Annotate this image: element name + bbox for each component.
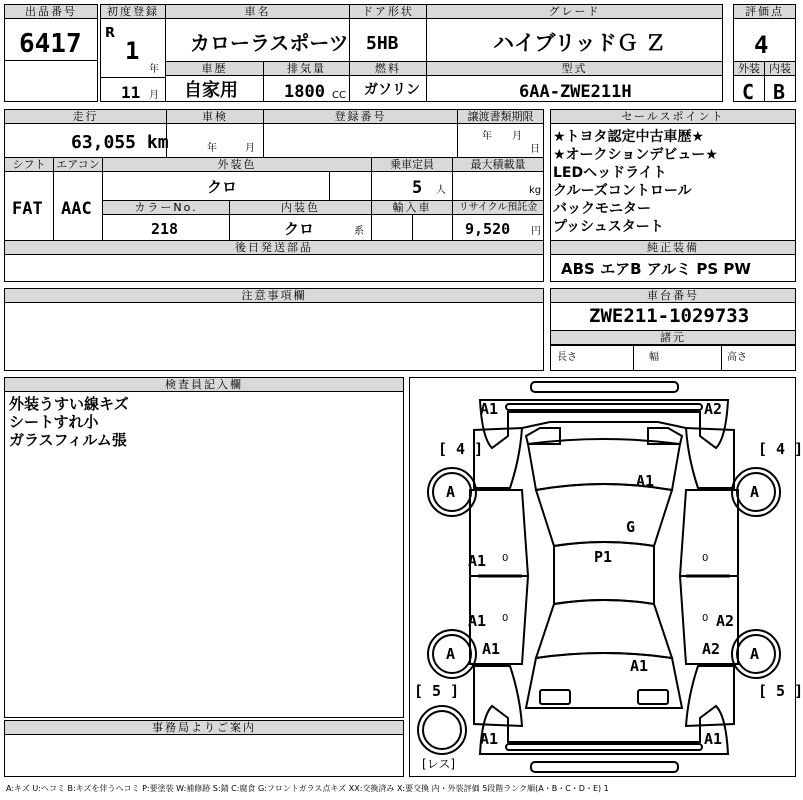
displacement-label: 排気量 [264,62,349,76]
transfer-box [457,109,544,158]
chassis-box [550,288,796,371]
lot-number-box [4,4,98,61]
inspector-note: シートすれ小 [9,413,99,431]
reg-month: 11 [121,83,141,102]
kg-unit: kg [529,185,542,196]
color-no-box [102,200,230,241]
sales-point: クルーズコントロール [553,183,692,199]
tread-fr: [ 4 ] [758,440,803,458]
height-label: 高さ [727,352,747,363]
damage-front-left: A1 [480,400,499,418]
damage-roof: P1 [594,548,613,566]
specs-label: 諸元 [551,330,795,345]
office-box [4,720,404,777]
tread-fl: [ 4 ] [438,440,484,458]
reg-year: 1 [125,37,140,65]
ext-grade: C [742,80,755,104]
mileage-box [4,109,167,158]
car-name-box [165,4,350,62]
damage-rear-right: A1 [704,730,723,748]
ext-color-label: 外装色 [103,158,371,172]
mileage: 63,055 km [71,132,169,153]
damage-hood: A1 [636,472,655,490]
shift-box [4,157,54,241]
later-parts-label: 後日発送部品 [5,241,543,255]
lot-number-label: 出品番号 [5,5,97,19]
int-grade: B [773,80,786,104]
zero-right-front: 0 [702,553,709,564]
damage-windshield: G [626,518,636,536]
std-equip-label: 純正装備 [551,241,795,255]
damage-left-rear-door: A1 [468,612,487,630]
damage-wheel-fl: A [446,483,456,501]
sales-point: プッシュスタート [553,219,664,235]
notes-box [4,288,544,371]
import-label: 輸入車 [372,201,452,215]
ext-grade-box [733,61,765,102]
shift-label: シフト [5,158,53,172]
history: 自家用 [184,80,238,101]
int-color-box [229,200,372,241]
zero-right-rear: 0 [702,613,709,624]
damage-left-rear-fender: A1 [482,640,501,658]
displacement: 1800 [284,82,325,102]
fuel-label: 燃料 [350,62,426,76]
inspector-note: 外装うすい線キズ [9,395,129,413]
chassis-no: ZWE211-1029733 [589,305,750,327]
model-box [426,61,723,102]
transfer-label: 譲渡書類期限 [458,110,543,124]
import-box [371,200,453,241]
std-equip-box [550,240,796,282]
month-unit: 月 [149,90,159,101]
max-load-box [452,157,544,201]
transfer-year-unit: 年 [482,131,492,142]
ext-grade-label: 外装 [734,62,764,76]
door-type: 5HB [366,33,399,54]
lot-extra-box [4,60,98,102]
int-color-unit: 系 [354,226,364,237]
first-reg-box [100,4,166,102]
recycle-label: リサイクル預託金 [453,201,543,215]
yen-unit: 円 [531,226,541,237]
damage-trunk: A1 [630,657,649,675]
car-diagram-box [409,377,803,777]
model-code: 6AA-ZWE211H [519,82,632,102]
tread-rr: [ 5 ] [758,682,803,700]
color-no-label: カラーNo. [103,201,229,215]
chassis-label: 車台番号 [551,289,795,303]
grade-label: グレード [427,5,722,19]
inspection-month-unit: 月 [245,143,255,154]
transfer-day-unit: 日 [530,144,540,155]
sales-points-box [550,109,796,241]
damage-wheel-fr: A [750,483,760,501]
damage-rear-left: A1 [480,730,499,748]
capacity: 5 [412,178,423,198]
capacity-box [371,157,453,201]
length-label: 長さ [557,352,577,363]
reg-no-label: 登録番号 [264,110,457,124]
int-color-label: 内装色 [230,201,371,215]
int-grade-box [764,61,796,102]
year-unit: 年 [149,64,159,75]
grade-box [426,4,723,62]
model-label: 型式 [427,62,722,76]
int-grade-label: 内装 [765,62,795,76]
ext-color: クロ [207,178,238,196]
car-name: カローラスポーツ [190,31,349,55]
ac: AAC [61,199,92,219]
width-label: 幅 [649,352,659,363]
ac-label: エアコン [54,158,102,172]
inspection-label: 車検 [167,110,263,124]
damage-legend: A:キズ U:ヘコミ B:キズを伴うヘコミ P:要塗装 W:補修跡 S:錆 C:腐食 G:フロントガラス点キズ XX:交換済み X:要交換 内・外装評価 5段階ランク順(A・B・C・D・E) 1 [6,784,609,793]
ext-color-box [102,157,372,201]
later-parts-box [4,240,544,282]
history-label: 車歴 [166,62,263,76]
inspector-note: ガラスフィルム張 [9,431,127,449]
displacement-box [263,61,350,102]
inspection-year-unit: 年 [207,143,217,154]
transfer-month-unit: 月 [512,131,522,142]
ac-box [53,157,103,241]
door-box [349,4,427,62]
score-label: 評価点 [734,5,795,19]
inspector-box [4,377,404,718]
car-outline-diagram [410,378,795,776]
shift: FAT [12,199,43,219]
recycle-box [452,200,544,241]
era-text: R [105,26,116,41]
sales-point: LEDヘッドライト [553,165,667,181]
zero-left-rear: 0 [502,613,509,624]
zero-left-front: 0 [502,553,509,564]
int-color: クロ [284,220,315,238]
sales-point: バックモニター [553,201,651,217]
damage-right-rear-door: A2 [716,612,735,630]
fuel: ガソリン [364,82,420,98]
inspection-box [166,109,264,158]
grade: ハイブリッドＧ Ｚ [493,31,667,55]
damage-wheel-rr: A [750,645,760,663]
door-label: ドア形状 [350,5,426,19]
office-label: 事務局よりご案内 [5,721,403,735]
lot-number: 6417 [19,29,82,59]
sales-point: ★オークションデビュー★ [553,147,718,163]
sales-point: ★トヨタ認定中古車歴★ [553,129,705,145]
recycle: 9,520 [465,220,511,238]
sales-points-label: セールスポイント [551,110,795,124]
reg-no-box [263,109,458,158]
mileage-label: 走行 [5,110,166,124]
damage-right-rear-fender: A2 [702,640,721,658]
history-box [165,61,264,102]
inspector-label: 検査員記入欄 [5,378,403,392]
person-unit: 人 [436,185,446,196]
car-name-label: 車名 [166,5,349,19]
damage-wheel-rl: A [446,645,456,663]
max-load-label: 最大積載量 [453,158,543,172]
fuel-box [349,61,427,102]
tread-rl: [ 5 ] [414,682,460,700]
damage-left-front-door: A1 [468,552,487,570]
damage-front-right: A2 [704,400,723,418]
cc-unit: CC [332,90,346,101]
score: 4 [754,31,769,59]
capacity-label: 乗車定員 [372,158,452,172]
first-reg-label: 初度登録 [101,5,165,19]
score-box [733,4,796,62]
notes-label: 注意事項欄 [5,289,543,303]
color-no: 218 [151,220,179,238]
spare-label: [レス] [422,757,456,771]
equipment: ABS エアB アルミ PS PW [561,260,751,278]
